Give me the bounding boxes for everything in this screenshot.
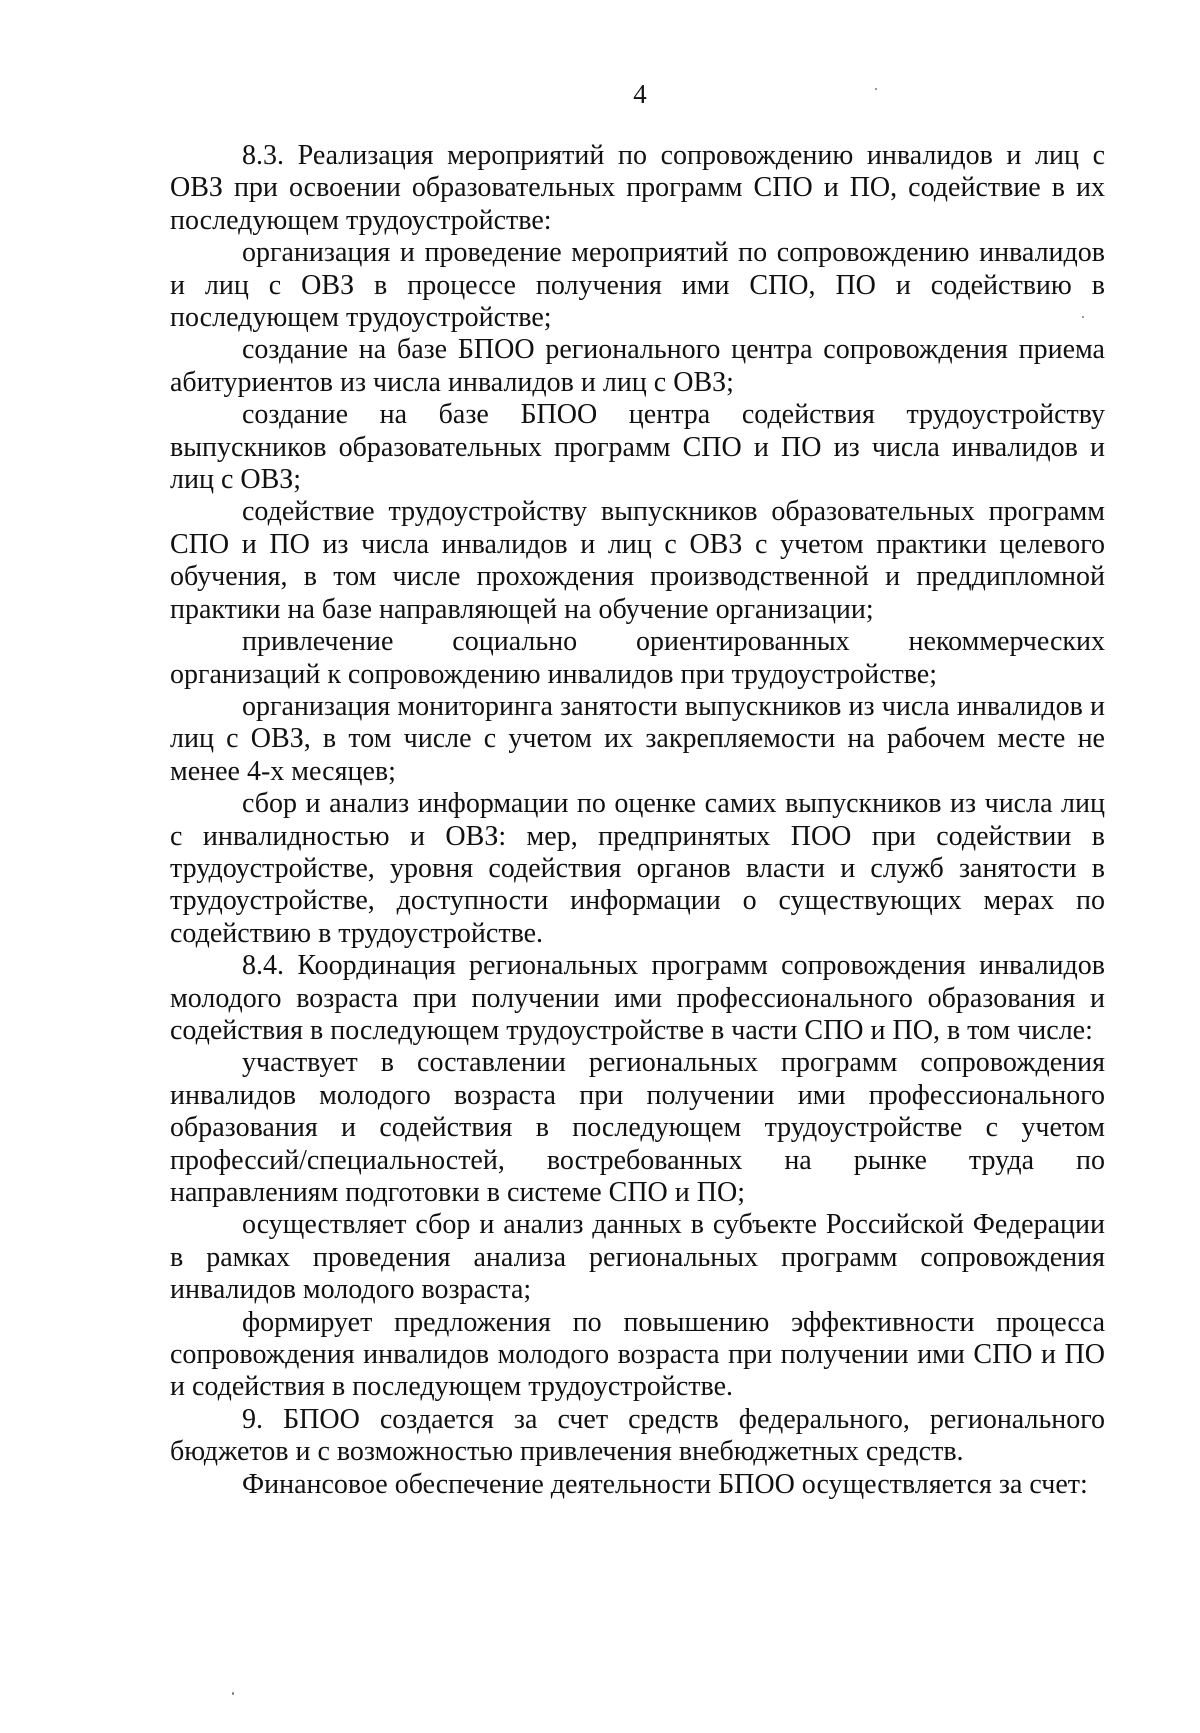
- paragraph: Финансовое обеспечение деятельности БПОО осуществляется за счет:: [242, 1468, 1088, 1500]
- paragraph: осуществляет сбор и анализ данных в субъекте Российской Федерации в рамках проведения анализа региональных программ сопровождения инвалидов молодого возраста;: [170, 1209, 1105, 1306]
- paragraph: формирует предложения по повышению эффективности процесса сопровождения инвалидов молодого возраста при получении ими СПО и ПО и содействия в последующем трудоустройстве.: [170, 1306, 1105, 1403]
- paragraph: 8.4. Координация региональных программ сопровождения инвалидов молодого возраста при получении ими профессионального образования и содействия в последующем трудоустройстве в части СПО и ПО, в том числе:: [170, 950, 1105, 1046]
- scan-speck: [1082, 316, 1084, 318]
- paragraph: организация и проведение мероприятий по сопровождению инвалидов и лиц с ОВЗ в процессе получения ими СПО, ПО и содействию в последующем трудоустройстве;: [170, 237, 1105, 334]
- paragraph: 8.3. Реализация мероприятий по сопровождению инвалидов и лиц с ОВЗ при освоении образовательных программ СПО и ПО, содействие в их последующем трудоустройстве:: [170, 140, 1105, 236]
- scan-speck: [875, 88, 877, 90]
- paragraph: создание на базе БПОО регионального центра сопровождения приема абитуриентов из числа инвалидов и лиц с ОВЗ;: [170, 334, 1105, 398]
- paragraph: создание на базе БПОО центра содействия трудоустройству выпускников образовательных программ СПО и ПО из числа инвалидов и лиц с ОВЗ;: [170, 399, 1105, 496]
- paragraph: организация мониторинга занятости выпускников из числа инвалидов и лиц с ОВЗ, в том числе с учетом их закрепляемости на рабочем месте не менее 4-х месяцев;: [170, 690, 1105, 787]
- scan-speck: [232, 1692, 234, 1695]
- paragraph: участвует в составлении региональных программ сопровождения инвалидов молодого возраста при получении ими профессионального образования и содействия в последующем трудоустройстве с учетом профессий/специальностей, востребованных на рынке труда по направлениям подготовки в системе СПО и ПО;: [170, 1047, 1105, 1208]
- page-number: 4: [633, 79, 647, 109]
- paragraph: содействие трудоустройству выпускников образовательных программ СПО и ПО из числа инвалидов и лиц с ОВЗ с учетом практики целевого обучения, в том числе прохождения производственной и преддипломной практики на базе направляющей на обучение организации;: [170, 496, 1105, 625]
- document-body: [170, 140, 1105, 1501]
- paragraph: 9. БПОО создается за счет средств федерального, регионального бюджетов и с возможностью привлечения внебюджетных средств.: [170, 1403, 1105, 1468]
- paragraph: привлечение социально ориентированных некоммерческих организаций к сопровождению инвалидов при трудоустройстве;: [170, 626, 1105, 690]
- paragraph: сбор и анализ информации по оценке самих выпускников из числа лиц с инвалидностью и ОВЗ: мер, предпринятых ПОО при содействии в трудоустройстве, уровня содействия органов власти и служб занятости в трудоустройстве, доступности информации о существующих мерах по содействию в трудоустройстве.: [170, 788, 1105, 949]
